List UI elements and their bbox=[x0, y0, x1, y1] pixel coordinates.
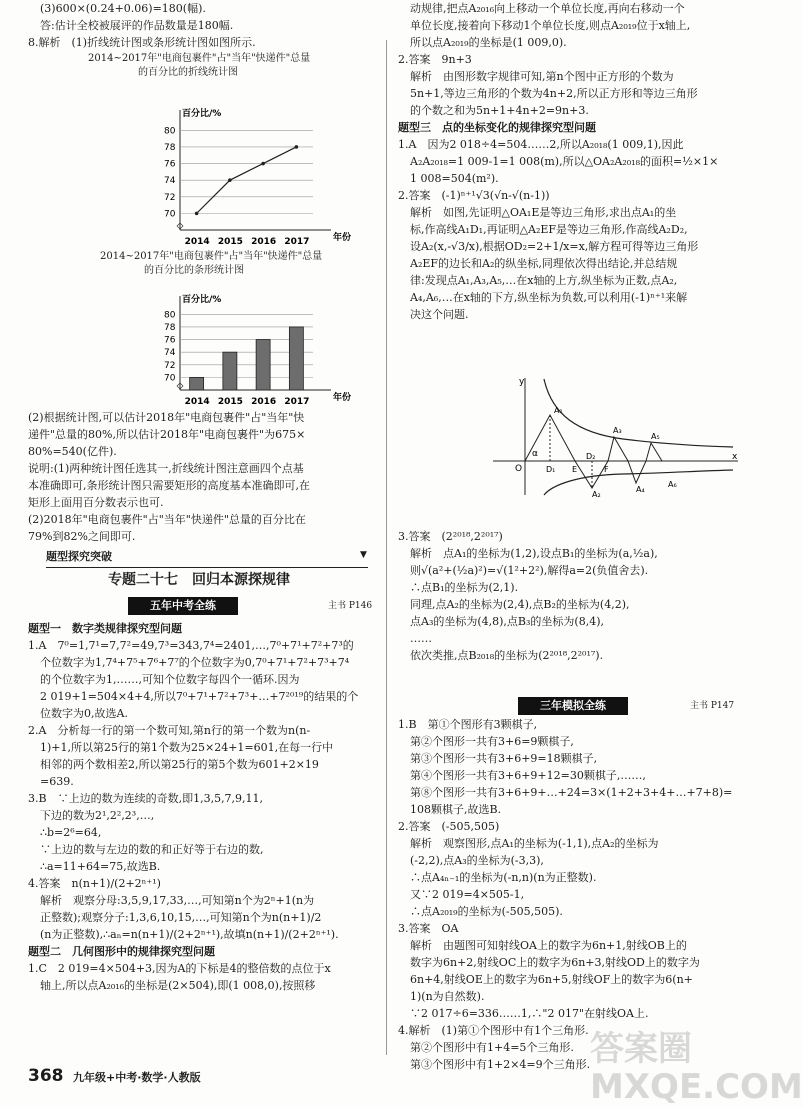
section-label: 题型探究突破 bbox=[46, 550, 112, 563]
text-line: 则√(a²+(½a)²)=√(1²+2²),解得a=2(负值舍去). bbox=[410, 564, 649, 577]
text-line: 第③个图形中有1+2×4=9个三角形. bbox=[410, 1058, 591, 1071]
column-divider bbox=[386, 40, 387, 1055]
text-line: 2.答案 (-505,505) bbox=[398, 820, 500, 833]
x-tick-label: 2015 bbox=[217, 397, 243, 407]
text-line: 第②个图形一共有3+6=9颗棋子, bbox=[410, 735, 574, 748]
x-tick-label: 2017 bbox=[284, 397, 310, 407]
text-line: ∵2 017÷6=336……1,∴"2 017"在射线OA上. bbox=[410, 1007, 649, 1020]
text-line: 点A₃的坐标为(4,8),点B₃的坐标为(8,4), bbox=[410, 615, 604, 628]
text-line: 1.A 因为2 018÷4=504……2,所以A₂₀₁₈(1 009,1),因此 bbox=[398, 138, 684, 151]
text-line: 1)+1,所以第25行的第1个数为25×24+1=601,在每一行中 bbox=[40, 741, 334, 754]
graph-label-E: E bbox=[572, 465, 578, 474]
y-tick-label: 76 bbox=[164, 335, 176, 346]
bar-chart-caption-2: 的百分比的条形统计图 bbox=[144, 265, 244, 276]
bar-chart bbox=[138, 278, 352, 408]
text-line: 解析 观察图形,点A₁的坐标为(-1,1),点A₂的坐标为 bbox=[410, 837, 659, 850]
text-line: 8.解析 (1)折线统计图或条形统计图如图所示. bbox=[28, 36, 256, 49]
graph-label-D1: D₁ bbox=[546, 465, 556, 474]
bar bbox=[223, 352, 237, 390]
text-line: 3.B ∵上边的数为连续的奇数,即1,3,5,7,9,11, bbox=[28, 792, 264, 805]
text-line: 的个数之和为5n+1+4n+2=9n+3. bbox=[410, 104, 589, 117]
y-tick-label: 72 bbox=[164, 192, 176, 203]
text-line: 79%到82%之间即可. bbox=[28, 530, 136, 543]
text-line: 解析 点A₁的坐标为(1,2),设点B₁的坐标为(a,½a), bbox=[410, 547, 658, 560]
data-point bbox=[228, 178, 232, 182]
text-line: 解析 观察分母:3,5,9,17,33,…,可知第n个为2ⁿ+1(n为 bbox=[40, 894, 315, 907]
graph-label-F: F bbox=[604, 465, 609, 474]
text-line: 2.A 分析每一行的第一个数可知,第n行的第一个数为n(n- bbox=[28, 724, 311, 737]
graph-label-A6: A₆ bbox=[668, 480, 677, 489]
text-line: 第④个图形一共有3+6+9+12=30颗棋子,……, bbox=[410, 769, 646, 782]
graph-label-y: y bbox=[519, 377, 525, 387]
x-tick-label: 2016 bbox=[251, 397, 277, 407]
y-tick-label: 76 bbox=[164, 159, 176, 170]
y-tick-label: 74 bbox=[164, 176, 176, 187]
text-line: 题型三 点的坐标变化的规律探究型问题 bbox=[398, 121, 596, 134]
line-chart-caption-2: 的百分比的折线统计图 bbox=[138, 67, 238, 78]
data-point bbox=[295, 145, 299, 149]
text-line: 数字为6n+2,射线OC上的数字为6n+3,射线OD上的数字为 bbox=[410, 956, 700, 969]
text-line: 标,作高线A₁D₁,再证明△A₂EF是等边三角形,作高线A₂D₂, bbox=[410, 223, 688, 236]
page-footer bbox=[28, 1068, 201, 1086]
y-tick-label: 70 bbox=[164, 373, 176, 384]
y-tick-label: 78 bbox=[164, 322, 176, 333]
bar-chart-caption-1: 2014~2017年"电商包裹件"占"当年"快递件"总量 bbox=[100, 251, 323, 262]
data-point bbox=[261, 162, 265, 166]
text-line: 轴上,所以点A₂₀₁₆的坐标是(2×504),即(1 008,0),按照移 bbox=[40, 979, 316, 992]
text-line: (-2,2),点A₃的坐标为(-3,3), bbox=[410, 854, 544, 867]
text-line: 1.C 2 019=4×504+3,因为A的下标是4的整倍数的点位于x bbox=[28, 962, 331, 975]
text-line: 1.B 第①个图形有3颗棋子, bbox=[398, 718, 538, 731]
text-line: 本准确即可,条形统计图只需要矩形的高度基本准确即可,在 bbox=[28, 479, 310, 492]
text-line: 第⑧个图形一共有3+6+9+…+24=3×(1+2+3+4+…+7+8)= bbox=[410, 786, 733, 799]
text-line: 108颗棋子,故选B. bbox=[410, 803, 502, 816]
text-line: 题型二 几何图形中的规律探究型问题 bbox=[28, 945, 215, 958]
data-point bbox=[195, 212, 199, 216]
text-line: ∴点A₄ₙ₋₁的坐标为(-n,n)(n为正整数). bbox=[410, 871, 597, 884]
graph-label-x: x bbox=[732, 452, 738, 462]
text-line: ∴b=2⁶=64, bbox=[40, 826, 102, 839]
x-tick-label: 2014 bbox=[184, 237, 210, 247]
text-line: 的个位数字为1,……,可知个位数字每四个一循环.因为 bbox=[40, 673, 300, 686]
text-line: 80%=540(亿件). bbox=[28, 445, 117, 458]
bar bbox=[190, 377, 204, 390]
text-line: ∴点B₁的坐标为(2,1). bbox=[410, 581, 519, 594]
bar bbox=[289, 327, 303, 390]
line-chart bbox=[138, 80, 352, 250]
text-line: A₂A₂₀₁₈=1 009-1=1 008(m),所以△OA₂A₂₀₁₈的面积=½×1× bbox=[410, 155, 719, 168]
text-line: 4.答案 n(n+1)/(2+2ⁿ⁺¹) bbox=[28, 877, 161, 890]
graph-label-A3: A₃ bbox=[613, 426, 622, 435]
x-tick-label: 2015 bbox=[217, 237, 243, 247]
graph-label-A5: A₅ bbox=[651, 432, 660, 441]
bar bbox=[256, 340, 270, 390]
x-axis-label: 年份 bbox=[333, 393, 352, 403]
text-line: 6n+4,射线OE上的数字为6n+5,射线OF上的数字为6(n+ bbox=[410, 973, 693, 986]
text-line: 第③个图形一共有3+6+9=18颗棋子, bbox=[410, 752, 598, 765]
y-tick-label: 70 bbox=[164, 209, 176, 220]
line-chart-caption-1: 2014~2017年"电商包裹件"占"当年"快递件"总量 bbox=[88, 53, 311, 64]
three-year-banner: 三年模拟全练 bbox=[518, 697, 628, 715]
text-line: 2.答案 (-1)ⁿ⁺¹√3(√n-√(n-1)) bbox=[398, 189, 550, 202]
triangle-marker-icon: ▼ bbox=[360, 550, 367, 560]
text-line: 依次类推,点B₂₀₁₈的坐标为(2²⁰¹⁸,2²⁰¹⁷). bbox=[410, 649, 604, 662]
text-line: 4.解析 (1)第①个图形中有1个三角形. bbox=[398, 1024, 589, 1037]
text-line: 5n+1,等边三角形的个数为4n+2,所以正方形和等边三角形 bbox=[410, 87, 698, 100]
text-line: A₄,A₆,…在x轴的下方,纵坐标为负数,可以利用(-1)ⁿ⁺¹来解 bbox=[410, 291, 688, 304]
text-line: 相邻的两个数相差2,所以第25行的第5个数为601+2×19 bbox=[40, 758, 319, 771]
text-line: 个位数字为1,7⁴+7⁵+7⁶+7⁷的个位数字为0,7⁰+7¹+7²+7³+7⁴ bbox=[40, 656, 350, 669]
text-line: 3.答案 (2²⁰¹⁸,2²⁰¹⁷) bbox=[398, 530, 503, 543]
text-line: 下边的数为2¹,2²,2³,…, bbox=[40, 809, 155, 822]
text-line: 递件"总量的80%,所以估计2018年"电商包裹件"为675× bbox=[28, 428, 306, 441]
page-number: 368 bbox=[28, 1066, 64, 1086]
text-line: …… bbox=[410, 632, 432, 645]
text-line: 第②个图形中有1+4=5个三角形. bbox=[410, 1041, 574, 1054]
text-line: ∴点A₂₀₁₉的坐标为(-505,505). bbox=[410, 905, 563, 918]
text-line: (3)600×(0.24+0.06)=180(幅). bbox=[40, 2, 206, 15]
x-axis-label: 年份 bbox=[333, 233, 352, 243]
graph-label-A4: A₄ bbox=[636, 485, 645, 494]
y-axis-label: 百分比/% bbox=[182, 109, 222, 119]
text-line: 解析 由题图可知射线OA上的数字为6n+1,射线OB上的 bbox=[410, 939, 687, 952]
watermark: 答案圈 MXQE.COM bbox=[590, 1029, 803, 1107]
text-line: 同理,点A₂的坐标为(2,4),点B₂的坐标为(4,2), bbox=[410, 598, 630, 611]
text-line: (2)根据统计图,可以估计2018年"电商包裹件"占"当年"快 bbox=[28, 411, 305, 424]
text-line: 解析 由图形数字规律可知,第n个图中正方形的个数为 bbox=[410, 70, 674, 83]
text-line: 解析 如图,先证明△OA₁E是等边三角形,求出点A₁的坐 bbox=[410, 206, 677, 219]
y-axis-label: 百分比/% bbox=[182, 295, 222, 305]
text-line: 又∵2 019=4×505-1, bbox=[410, 888, 525, 901]
book-title: 九年级+中考·数学·人教版 bbox=[73, 1071, 201, 1084]
y-tick-label: 80 bbox=[164, 126, 176, 137]
text-line: ∵上边的数与左边的数的和正好等于右边的数, bbox=[40, 843, 264, 856]
book-ref-147: 主书 P147 bbox=[690, 701, 735, 711]
book-ref-146: 主书 P146 bbox=[328, 601, 373, 611]
five-year-banner: 五年中考全练 bbox=[128, 597, 238, 615]
text-line: =639. bbox=[40, 775, 74, 788]
text-line: 1.A 7⁰=1,7¹=7,7²=49,7³=343,7⁴=2401,…,7⁰+7¹+7²+7³的 bbox=[28, 639, 354, 652]
graph-label-A1: A₁ bbox=[554, 406, 563, 415]
text-line: 答:估计全校被展评的作品数量是180幅. bbox=[40, 19, 234, 32]
hyperbola-diagram bbox=[488, 375, 743, 500]
text-line: 说明:(1)两种统计图任选其一,折线统计图注意画四个点基 bbox=[28, 462, 304, 475]
text-line: (n为正整数),∴aₙ=n(n+1)/(2+2ⁿ⁺¹),故填n(n+1)/(2+2ⁿ⁺¹). bbox=[40, 928, 339, 941]
y-tick-label: 74 bbox=[164, 348, 176, 359]
graph-label-A2: A₂ bbox=[592, 490, 601, 499]
text-line: 设A₂(x,-√3/x),根据OD₂=2+1/x=x,解方程可得等边三角形 bbox=[410, 240, 699, 253]
text-line: 正整数);观察分子:1,3,6,10,15,…,可知第n个为n(n+1)/2 bbox=[40, 911, 322, 924]
graph-label-alpha: α bbox=[532, 449, 538, 459]
text-line: 矩形上面用百分数表示也可. bbox=[28, 496, 164, 509]
text-line: 3.答案 OA bbox=[398, 922, 459, 935]
text-line: 动规律,把点A₂₀₁₆向上移动一个单位长度,再向右移动一个 bbox=[410, 2, 685, 15]
y-tick-label: 72 bbox=[164, 360, 176, 371]
text-line: 2.答案 9n+3 bbox=[398, 53, 472, 66]
text-line: (2)2018年"电商包裹件"占"当年"快递件"总量的百分比在 bbox=[28, 513, 306, 526]
text-line: 2 019+1=504×4+4,所以7⁰+7¹+7²+7³+…+7²⁰¹⁹的结果的个 bbox=[40, 690, 359, 703]
y-tick-label: 80 bbox=[164, 310, 176, 321]
graph-label-origin: O bbox=[515, 464, 523, 474]
text-line: ∴a=11+64=75,故选B. bbox=[40, 860, 161, 873]
text-line: 题型一 数字类规律探究型问题 bbox=[28, 622, 182, 635]
x-tick-label: 2016 bbox=[251, 237, 277, 247]
text-line: 律:发现点A₁,A₃,A₅,…在x轴的上方,纵坐标为正数,点A₂, bbox=[410, 274, 678, 287]
graph-label-D2: D₂ bbox=[586, 452, 596, 461]
text-line: 所以点A₂₀₁₉的坐标是(1 009,0). bbox=[410, 36, 567, 49]
text-line: 1)(n为自然数). bbox=[410, 990, 485, 1003]
text-line: A₂EF的边长和A₂的纵坐标,同理依次得出结论,并总结规 bbox=[410, 257, 678, 270]
text-line: 位数字为0,故选A. bbox=[40, 707, 128, 720]
y-tick-label: 78 bbox=[164, 142, 176, 153]
text-line: 决这个问题. bbox=[410, 308, 469, 321]
text-line: 1 008=504(m²). bbox=[410, 172, 499, 185]
x-tick-label: 2017 bbox=[284, 237, 310, 247]
text-line: 单位长度,接着向下移动1个单位长度,则点A₂₀₁₉位于x轴上, bbox=[410, 19, 691, 32]
topic-title: 专题二十七 回归本源探规律 bbox=[108, 572, 290, 588]
x-tick-label: 2014 bbox=[184, 397, 210, 407]
